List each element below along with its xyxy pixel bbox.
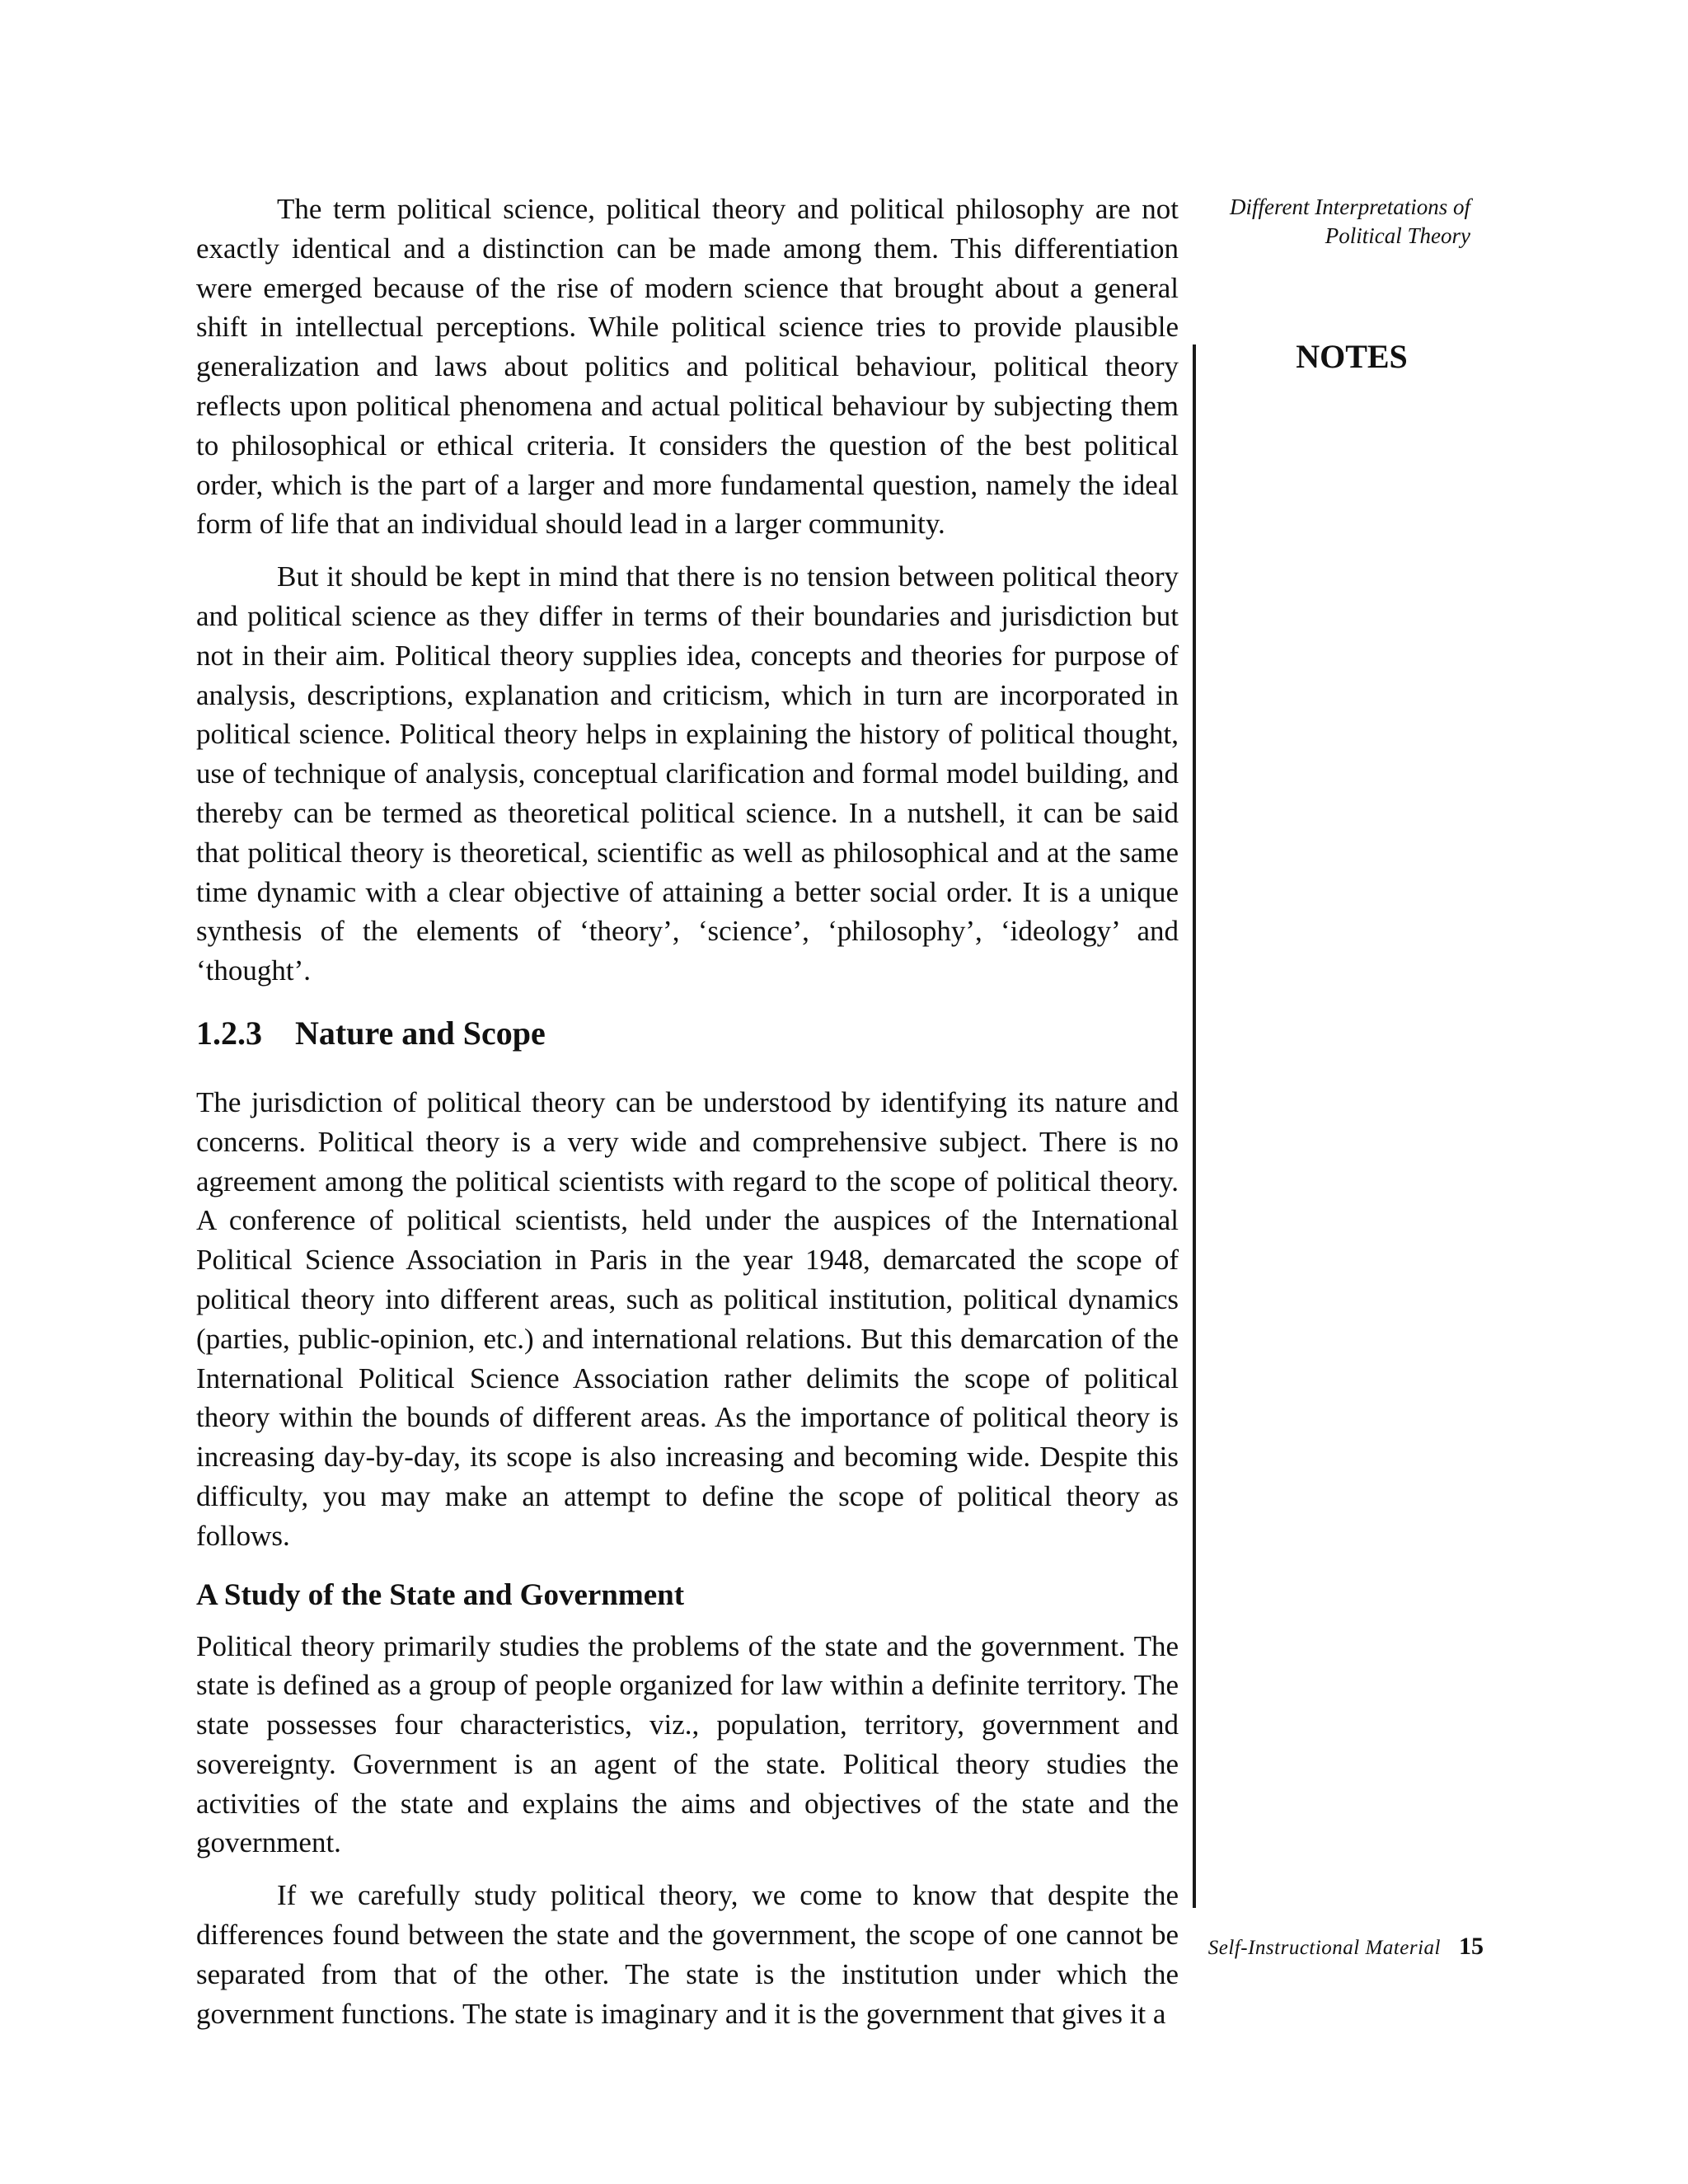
section-heading [196, 1009, 1179, 1058]
main-text-column [196, 190, 1179, 2033]
sub-heading: A Study of the State and Government [196, 1577, 685, 1612]
running-head-line-1: Different Interpretations of [1230, 194, 1470, 219]
footer-label: Self-Instructional Material [1207, 1937, 1441, 1959]
margin-rule [1193, 344, 1196, 1908]
page-number: 15 [1459, 1933, 1484, 1960]
body-paragraph-2: But it should be kept in mind that there is no tension between political theory and political science as they differ in terms of their boundaries and jurisdiction but not in their aim. Political theory supplies idea, concepts and theories for purpose of analysis, descriptions, explanation and criticism, which in turn are incorporated in political science. Political theory helps in explaining the history of political thought, use of technique of analysis, conceptual clarification and formal model building, and thereby can be termed as theoretical political science. In a nutshell, it can be said that political theory is theoretical, scientific as well as philosophical and at the same time dynamic with a clear objective of attaining a better social order. It is a unique synthesis of the elements of ‘theory’, ‘science’, ‘philosophy’, ‘ideology’ and ‘thought’. [196, 560, 1179, 987]
body-paragraph-5: If we carefully study political theory, we come to know that despite the differences found between the state and the government, the scope of one cannot be separated from that of the other. The state is the institution under which the government functions. The state is imaginary and it is the government that gives it a [196, 1879, 1179, 2030]
running-head [1203, 193, 1470, 251]
body-paragraph-4: Political theory primarily studies the problems of the state and the government. The state is defined as a group of people organized for law within a definite territory. The state possesses four characteristics, viz., population, territory, government and sovereignty. Government is an agent of the state. Political theory studies the activities of the state and explains the aims and objectives of the state and the government. [196, 1629, 1179, 1859]
running-head-line-2: Political Theory [1325, 223, 1470, 248]
notes-label: NOTES [1296, 338, 1408, 375]
body-paragraph-3: The jurisdiction of political theory can be understood by identifying its nature and concerns. Political theory is a very wide and comprehensive subject. There is no agreement among the political scientists with regard to the scope of political theory. A conference of political scientists, held under the auspices of the International Political Science Association in Paris in the year 1948, demarcated the scope of political theory into different areas, such as political institution, political dynamics (parties, public-opinion, etc.) and international relations. But this demarcation of the International Political Science Association rather delimits the scope of political theory within the bounds of different areas. As the importance of political theory is increasing day-by-day, its scope is also increasing and becoming wide. Despite this difficulty, you may make an attempt to define the scope of political theory as follows. [196, 1085, 1179, 1552]
page-footer [1137, 1933, 1484, 1962]
section-number: 1.2.3 [196, 1014, 262, 1052]
body-paragraph-1: The term political science, political theory and political philosophy are not exactly identical and a distinction can be made among them. This differentiation were emerged because of the rise of modern science that brought about a general shift in intellectual perceptions. While political science tries to provide plausible generalization and laws about politics and political behaviour, political theory reflects upon political phenomena and actual political behaviour by subjecting them to philosophical or ethical criteria. It considers the question of the best political order, which is the part of a larger and more fundamental question, namely the ideal form of life that an individual should lead in a larger community. [196, 193, 1179, 541]
section-title: Nature and Scope [295, 1014, 546, 1052]
